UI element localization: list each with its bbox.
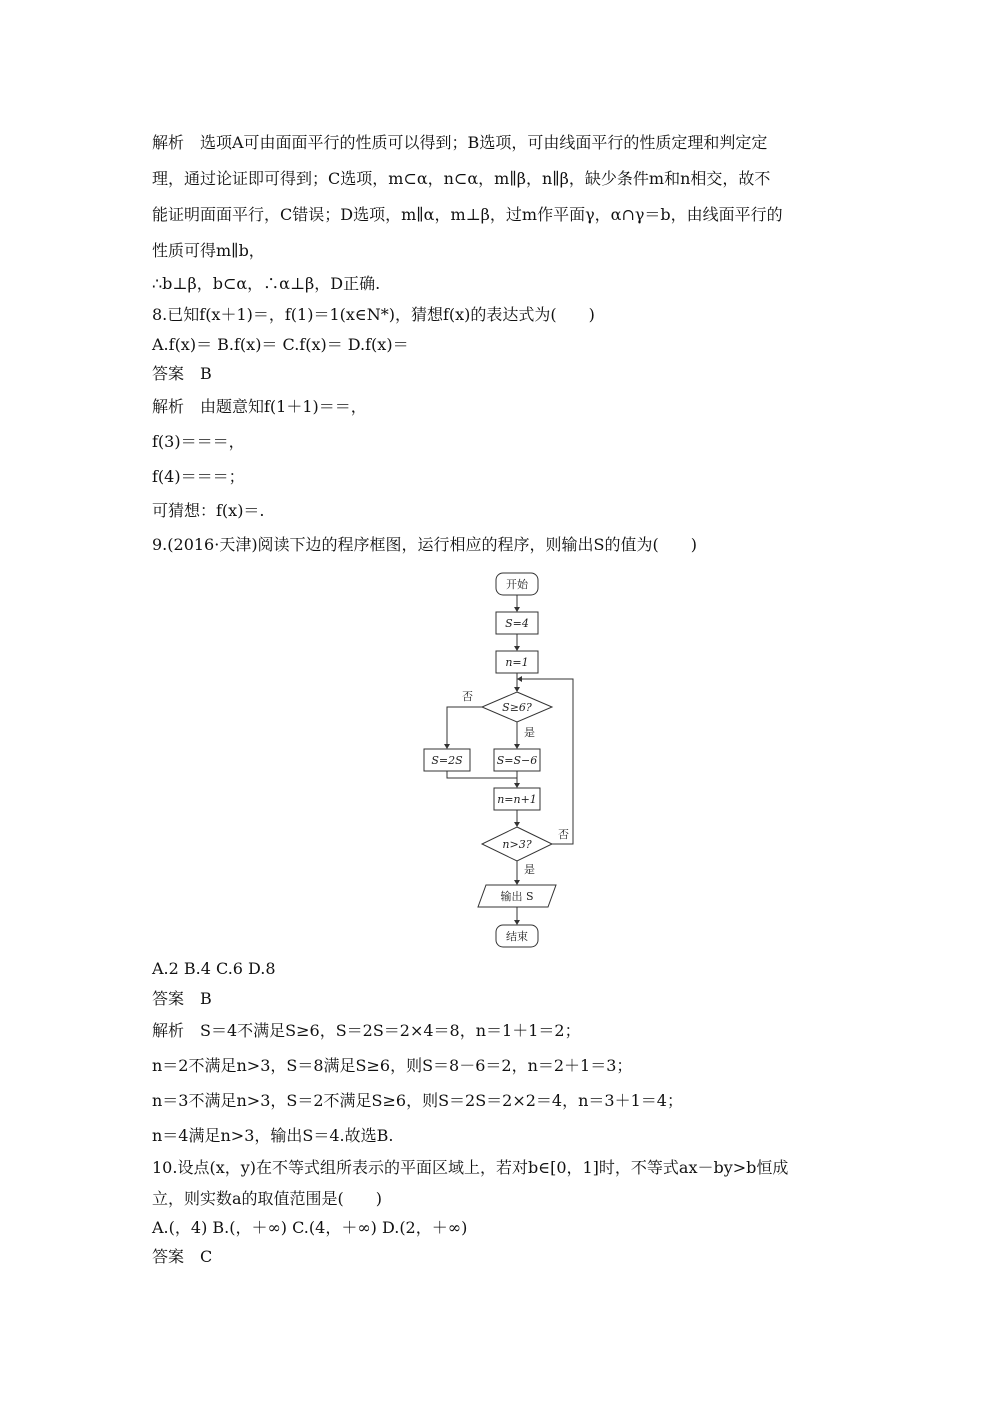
flow-arrow [447, 771, 517, 778]
flow-output-label: 输出 S [500, 890, 534, 903]
q9-analysis-line-4: n＝4满足n>3，输出S＝4.故选B. [152, 1126, 394, 1145]
q8-answer: 答案 B [152, 364, 212, 383]
flow-no-label-1: 否 [462, 690, 473, 703]
q7-analysis-line-5: ∴b⊥β，b⊂α，∴α⊥β，D正确. [152, 274, 381, 293]
flow-condition-s-label: S≥6? [502, 701, 532, 714]
flow-condition-n-label: n>3? [502, 838, 532, 851]
q9-analysis-line-2: n＝2不满足n>3，S＝8满足S≥6，则S＝8－6＝2，n＝2＋1＝3； [152, 1056, 633, 1075]
q7-analysis-line-3: 能证明面面平行，C错误；D选项，m∥α，m⊥β，过m作平面γ，α∩γ＝b，由线面平行的 [152, 205, 783, 224]
flow-minus-label: S=S−6 [496, 754, 538, 767]
q8-analysis-line-1: 解析 由题意知f(1＋1)＝＝， [152, 397, 367, 416]
q8-analysis-line-2: f(3)＝＝＝， [152, 432, 245, 451]
q8-question: 8.已知f(x＋1)＝，f(1)＝1(x∈N*)，猜想f(x)的表达式为( ) [152, 305, 595, 324]
q9-analysis-line-3: n＝3不满足n>3，S＝2不满足S≥6，则S＝2S＝2×2＝4，n＝3＋1＝4； [152, 1091, 683, 1110]
flow-yes-label-2: 是 [524, 863, 535, 876]
flow-double-label: S=2S [431, 754, 463, 767]
flow-arrowhead [444, 744, 450, 749]
q10-options: A.(，4) B.(，＋∞) C.(4，＋∞) D.(2，＋∞) [152, 1218, 468, 1237]
q9-analysis-line-1: 解析 S＝4不满足S≥6，S＝2S＝2×4＝8，n＝1＋1＝2； [152, 1021, 581, 1040]
flow-init-n-label: n=1 [505, 656, 529, 669]
q9-options: A.2 B.4 C.6 D.8 [152, 959, 276, 978]
flow-end-label: 结束 [506, 930, 528, 943]
program-flowchart [420, 566, 590, 952]
flow-start-label: 开始 [506, 578, 528, 591]
q8-options: A.f(x)＝ B.f(x)＝ C.f(x)＝ D.f(x)＝ [152, 335, 409, 354]
q7-analysis-line-1: 解析 选项A可由面面平行的性质可以得到；B选项，可由线面平行的性质定理和判定定 [152, 133, 768, 152]
q8-analysis-line-4: 可猜想：f(x)＝. [152, 501, 265, 520]
flow-arrow [447, 707, 482, 747]
flow-arrowhead [514, 607, 520, 612]
flow-arrowhead [514, 687, 520, 692]
q10-answer: 答案 C [152, 1247, 213, 1266]
flow-arrowhead [514, 646, 520, 651]
q9-question: 9.(2016·天津)阅读下边的程序框图，运行相应的程序，则输出S的值为( ) [152, 535, 698, 554]
flow-arrowhead [514, 744, 520, 749]
flow-init-s-label: S=4 [505, 617, 529, 630]
q7-analysis-line-2: 理，通过论证即可得到；C选项，m⊂α，n⊂α，m∥β，n∥β，缺少条件m和n相交，故不 [152, 169, 771, 188]
q7-analysis-line-4: 性质可得m∥b， [152, 241, 265, 260]
q10-question-line-2: 立，则实数a的取值范围是( ) [152, 1189, 383, 1208]
flow-arrowhead [514, 880, 520, 885]
flow-increment-label: n=n+1 [497, 793, 537, 806]
flow-arrowhead [514, 920, 520, 925]
flow-arrowhead [514, 783, 520, 788]
flow-arrowhead [517, 676, 522, 682]
q9-answer: 答案 B [152, 989, 212, 1008]
flow-arrowhead [514, 822, 520, 827]
flow-yes-label-1: 是 [524, 726, 535, 739]
flow-no-label-2: 否 [558, 828, 569, 841]
q10-question-line-1: 10.设点(x，y)在不等式组所表示的平面区域上，若对b∈[0，1]时，不等式ax－by>b恒成 [152, 1158, 789, 1177]
q8-analysis-line-3: f(4)＝＝＝； [152, 467, 245, 486]
